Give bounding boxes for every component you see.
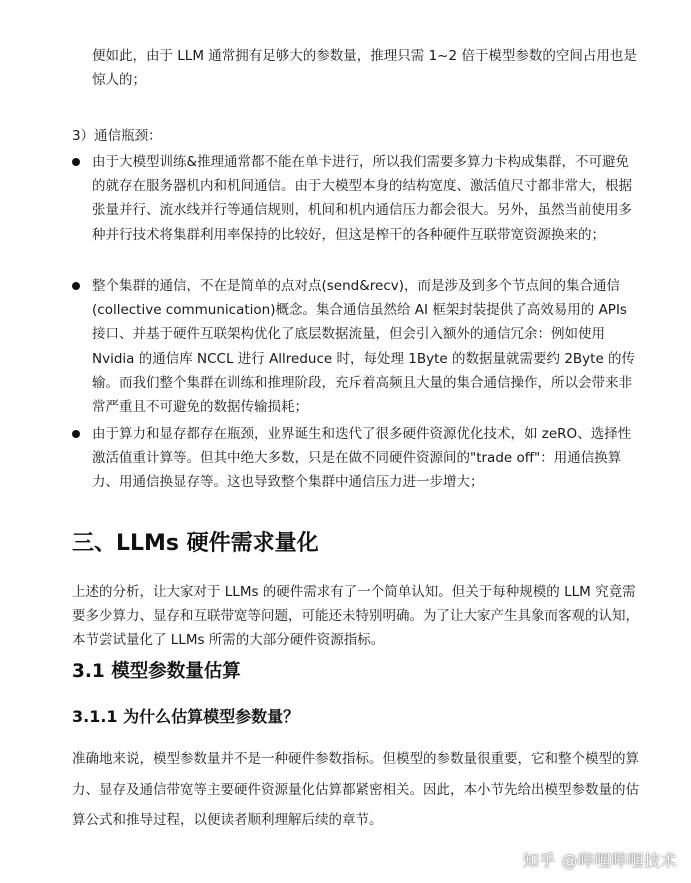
section-intro-paragraph: 上述的分析，让大家对于 LLMs 的硬件需求有了一个简单认知。但关于每种规模的 LLM 究竟需要多少算力、显存和互联带宽等问题，可能还未特别明确。为了让大家产生具象而客观的认知，本节尝试量化了 LLMs 所需的大部分硬件资源指标。 [72, 584, 639, 649]
subsection-heading: 3.1 模型参数量估算 [72, 661, 241, 682]
bullet-dot-icon [72, 158, 80, 166]
subsubsection-heading: 3.1.1 为什么估算模型参数量？ [72, 707, 300, 726]
communication-bottleneck-heading: 3）通信瓶颈： [72, 128, 162, 144]
bullet-item-2: 整个集群的通信，不在是简单的点对点(send&recv)，而是涉及到多个节点间的集合通信(collective communication)概念。集合通信虽然给 AI 框架封装提供了高效易用的 APIs 接口、并基于硬件互联架构优化了底层数据流量，但会引入额外的通信冗余：例如使用 Nvidia 的通信库 NCCL 进行 Allreduce 时，每处理 1Byte 的数据量就需要约 2Byte 的传输。而我们整个集群在训练和推理阶段，充斥着高频且大量的集合通信操作，所以会带来非常严重且不可避免的数据传输损耗； [92, 278, 636, 416]
bullet-item-1: 由于大模型训练&推理通常都不能在单卡进行，所以我们需要多算力卡构成集群，不可避免的就存在服务器机内和机间通信。由于大模型本身的结构宽度、激活值尺寸都非常大，根据张量并行、流水线并行等通信规则，机间和机内通信压力都会很大。另外，虽然当前使用多种并行技术将集群利用率保持的比较好，但这是榨干的各种硬件互联带宽资源换来的； [92, 154, 632, 243]
section-heading: 三、LLMs 硬件需求量化 [72, 531, 319, 556]
watermark-text: 知乎 @哔哩哔哩技术 [522, 851, 677, 870]
bullet-dot-icon [72, 430, 80, 438]
continuation-paragraph: 便如此，由于 LLM 通常拥有足够大的参数量，推理只需 1~2 倍于模型参数的空间占用也是惊人的； [92, 48, 637, 89]
bullet-item-3: 由于算力和显存都存在瓶颈，业界诞生和迭代了很多硬件资源优化技术，如 zeRO、选择性激活值重计算等。但其中绝大多数，只是在做不同硬件资源间的"trade off"：用通信换算力、用通信换显存等。这也导致整个集群中通信压力进一步增大； [92, 426, 632, 491]
subsubsection-body-paragraph: 准确地来说，模型参数量并不是一种硬件参数指标。但模型的参数量很重要，它和整个模型的算力、显存及通信带宽等主要硬件资源量化估算都紧密相关。因此，本小节先给出模型参数量的估算公式和推导过程，以便读者顺利理解后续的章节。 [72, 751, 639, 828]
bullet-dot-icon [72, 282, 80, 290]
